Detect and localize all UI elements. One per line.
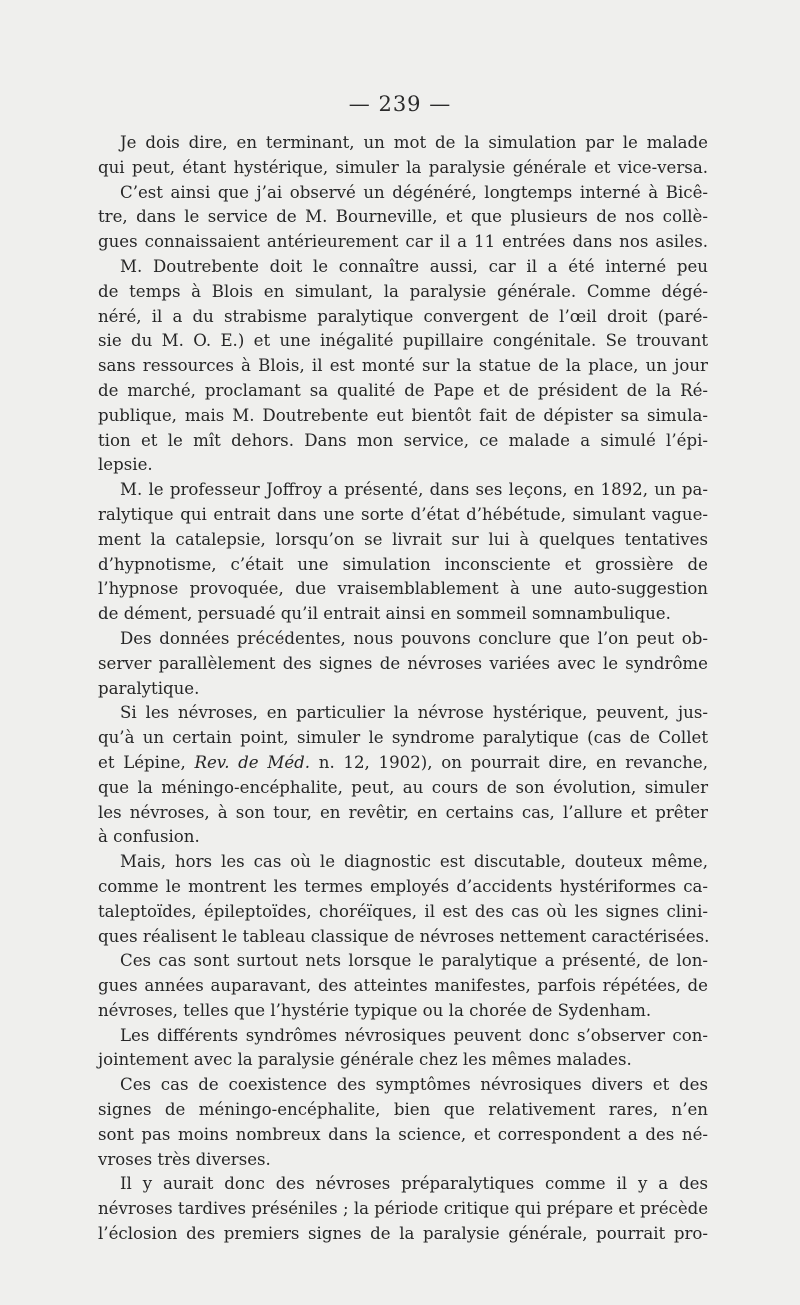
- text-line: d’hypnotisme, c’était une simulation inconsciente et grossière de: [98, 554, 708, 574]
- text-line: Les différents syndrômes névrosiques peuvent donc s’observer con-: [120, 1025, 708, 1045]
- text-line: Ces cas de coexistence des symptômes névrosiques divers et des: [120, 1075, 708, 1095]
- paragraph-joffroy: [98, 478, 708, 627]
- paragraph-coexistence: [98, 1073, 708, 1172]
- text-line: névroses tardives préséniles ; la période critique qui prépare et précède: [98, 1199, 709, 1219]
- text-line: ment la catalepsie, lorsqu’on se livrait sur lui à quelques tentatives: [98, 529, 708, 549]
- text-line: paralytique.: [98, 678, 200, 698]
- text-line: que la méningo-encéphalite, peut, au cours de son évolution, simuler: [98, 777, 708, 797]
- text-line: Ces cas sont surtout nets lorsque le paralytique a présenté, de lon-: [120, 951, 708, 971]
- text-line: Je dois dire, en terminant, un mot de la simulation par le malade: [120, 133, 708, 152]
- text-line-with-reference: [98, 751, 708, 776]
- text-line: tion et le mît dehors. Dans mon service, ce malade a simulé l’épi-: [98, 430, 708, 450]
- reference-suffix: n. 12, 1902), on pourrait dire, en revanche,: [310, 752, 709, 772]
- text-line: signes de méningo-encéphalite, bien que relativement rares, n’en: [98, 1100, 708, 1120]
- paragraph-doutrebente: [98, 255, 708, 478]
- text-line: M. Doutrebente doit le connaître aussi, car il a été interné peu: [120, 256, 708, 276]
- text-line: sans ressources à Blois, il est monté sur la statue de la place, un jour: [98, 356, 708, 376]
- text-line: sont pas moins nombreux dans la science, et correspondent a des né-: [98, 1124, 708, 1144]
- text-line: lepsie.: [98, 455, 153, 475]
- text-line: taleptoïdes, épileptoïdes, choréïques, il est des cas où les signes clini-: [98, 901, 708, 921]
- text-line: publique, mais M. Doutrebente eut bientôt fait de dépister sa simula-: [98, 405, 708, 425]
- text-line: de marché, proclamant sa qualité de Pape et de président de la Ré-: [98, 380, 708, 400]
- text-line: M. le professeur Joffroy a présenté, dans ses leçons, en 1892, un pa-: [120, 480, 708, 500]
- journal-title: Rev. de Méd.: [194, 752, 311, 772]
- body-text: [98, 131, 708, 1247]
- text-line: Si les névroses, en particulier la névrose hystérique, peuvent, jus-: [120, 703, 708, 723]
- text-line: gues connaissaient antérieurement car il a 11 entrées dans nos asiles.: [98, 232, 708, 252]
- text-line: à confusion.: [98, 827, 200, 847]
- text-line: l’hypnose provoquée, due vraisemblablement à une auto-suggestion: [98, 579, 708, 599]
- text-line: tre, dans le service de M. Bourneville, et que plusieurs de nos collè-: [98, 207, 708, 227]
- text-line: qu’à un certain point, simuler le syndrome paralytique (cas de Collet: [98, 728, 708, 748]
- text-line: qui peut, étant hystérique, simuler la paralysie générale et vice-versa.: [98, 157, 708, 177]
- text-line: néré, il a du strabisme paralytique convergent de l’œil droit (paré-: [98, 306, 708, 326]
- paragraph-diagnostic: [98, 850, 708, 949]
- text-line: de dément, persuadé qu’il entrait ainsi en sommeil somnambulique.: [98, 604, 671, 624]
- text-line: ralytique qui entrait dans une sorte d’état d’hébétude, simulant vague-: [98, 504, 708, 524]
- paragraph-syndromes: [98, 1024, 708, 1074]
- text-line: de temps à Blois en simulant, la paralysie générale. Comme dégé-: [98, 281, 708, 301]
- text-line: Des données précédentes, nous pouvons conclure que l’on peut ob-: [120, 628, 708, 648]
- text-line: les névroses, à son tour, en revêtir, en certains cas, l’allure et prêter: [98, 802, 708, 822]
- text-line: gues années auparavant, des atteintes manifestes, parfois répétées, de: [98, 976, 708, 996]
- paragraph-nevroses: [98, 701, 708, 850]
- paragraph-preparalytiques: [98, 1172, 708, 1246]
- text-line: C’est ainsi que j’ai observé un dégénéré, longtemps interné à Bicê-: [120, 182, 708, 202]
- text-line: névroses, telles que l’hystérie typique ou la chorée de Sydenham.: [98, 1000, 652, 1020]
- text-line: Il y aurait donc des névroses préparalytiques comme il y a des: [120, 1174, 708, 1194]
- paragraph-cas-nets: [98, 949, 708, 1023]
- text-line: server parallèlement des signes de névroses variées avec le syndrôme: [98, 653, 708, 673]
- text-line: Mais, hors les cas où le diagnostic est discutable, douteux même,: [120, 852, 708, 872]
- text-line: sie du M. O. E.) et une inégalité pupillaire congénitale. Se trouvant: [98, 331, 708, 351]
- paragraph-conclusion: [98, 627, 708, 701]
- page-number: — 239 —: [348, 92, 452, 116]
- text-line: comme le montrent les termes employés d’accidents hystériformes ca-: [98, 876, 708, 896]
- text-line: l’éclosion des premiers signes de la paralysie générale, pourrait pro-: [98, 1224, 708, 1244]
- text-line: jointement avec la paralysie générale chez les mêmes malades.: [98, 1050, 632, 1070]
- reference-prefix: et Lépine,: [98, 752, 195, 772]
- paragraph-simulation-intro: [98, 131, 708, 255]
- text-line: vroses très diverses.: [98, 1149, 271, 1169]
- text-line: ques réalisent le tableau classique de névroses nettement caractérisées.: [98, 926, 710, 946]
